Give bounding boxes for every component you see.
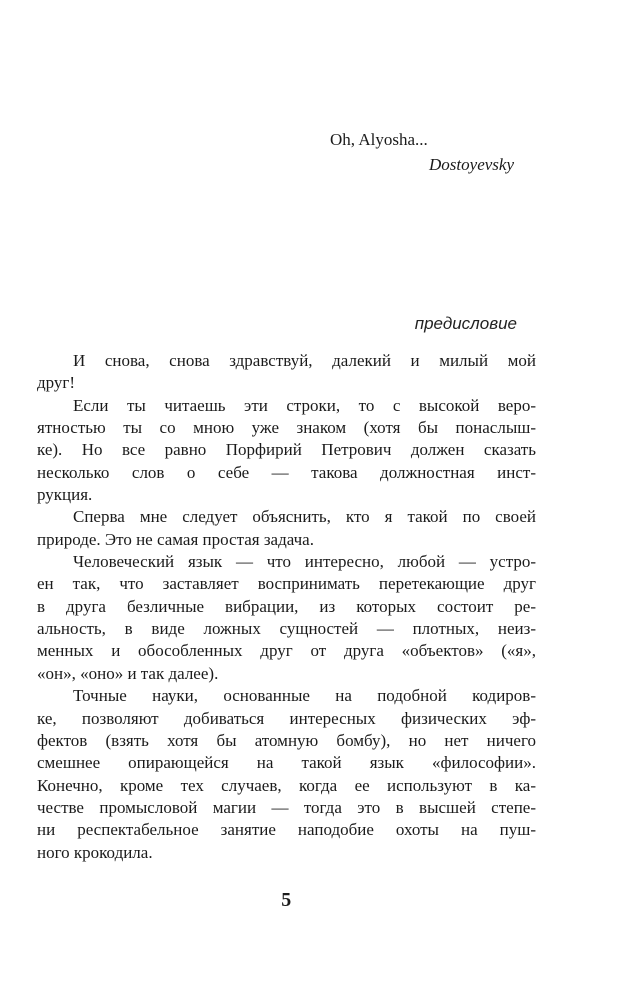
text-line: Конечно, кроме тех случаев, когда ее используют в ка- — [37, 775, 536, 795]
body-text — [37, 350, 536, 864]
text-line: Точные науки, основанные на подобной кодиров- — [73, 686, 536, 706]
text-line: природе. Это не самая простая задача. — [37, 529, 314, 549]
text-line: фектов (взять хотя бы атомную бомбу), но нет ничего — [37, 730, 536, 750]
text-line: ке). Но все равно Порфирий Петрович должен сказать — [37, 440, 536, 460]
text-line: ятностью ты со мною уже знаком (хотя бы понаслыш- — [37, 418, 536, 438]
page-number: 5 — [281, 889, 292, 911]
text-line: Если ты читаешь эти строки, то с высокой веро- — [73, 395, 536, 415]
epigraph — [330, 127, 514, 177]
paragraph — [37, 506, 536, 551]
paragraph — [37, 685, 536, 864]
text-line: ни респектабельное занятие наподобие охоты на пуш- — [37, 820, 536, 840]
text-line: честве промысловой магии — тогда это в высшей степе- — [37, 797, 536, 817]
text-line: И снова, снова здравствуй, далекий и милый мой — [73, 351, 536, 370]
paragraph — [37, 395, 536, 507]
paragraph — [37, 350, 536, 395]
text-line: ен так, что заставляет воспринимать перетекающие друг — [37, 574, 536, 594]
epigraph-quote: Oh, Alyosha... — [330, 130, 428, 149]
text-line: несколько слов о себе — такова должностная инст- — [37, 462, 536, 482]
text-line: Сперва мне следует объяснить, кто я такой по своей — [73, 507, 536, 527]
text-line: друг! — [37, 373, 76, 393]
text-line: рукция. — [37, 485, 93, 505]
text-line: смешнее опирающейся на такой язык «философии». — [37, 753, 536, 773]
text-line: альность, в виде ложных сущностей — плотных, неиз- — [37, 619, 536, 639]
text-line: ного крокодила. — [37, 842, 153, 862]
text-line: Человеческий язык — что интересно, любой — устро- — [73, 552, 536, 572]
paragraph — [37, 551, 536, 685]
text-line: ке, позволяют добиваться интересных физических эф- — [37, 708, 536, 728]
text-line: «он», «оно» и так далее). — [37, 663, 219, 683]
epigraph-author: Dostoyevsky — [429, 155, 514, 174]
text-line: менных и обособленных друг от друга «объектов» («я», — [37, 641, 536, 661]
text-line: в друга безличные вибрации, из которых состоит ре- — [37, 596, 536, 616]
section-heading: предисловие — [414, 314, 517, 333]
